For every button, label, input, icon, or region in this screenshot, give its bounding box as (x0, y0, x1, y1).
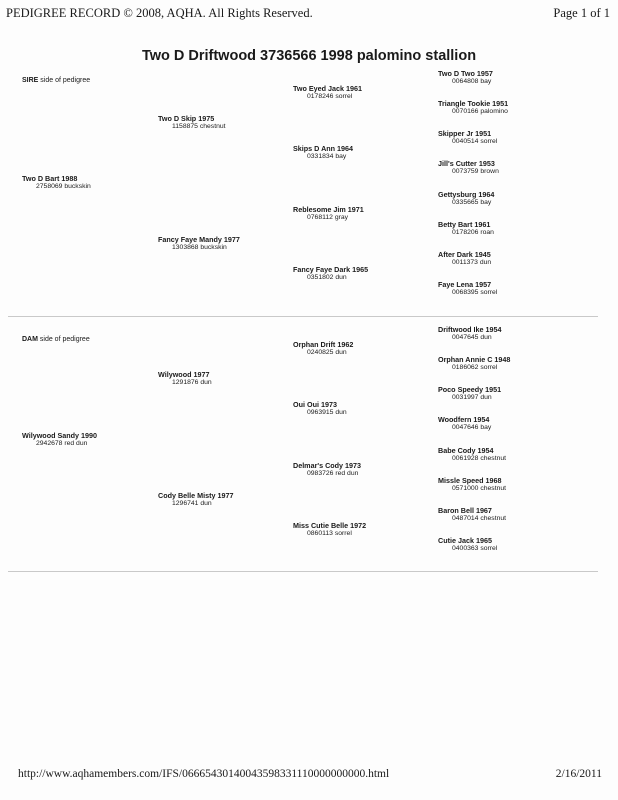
horse-detail: 0070166 palomino (452, 108, 508, 115)
section-divider-bottom (8, 571, 598, 572)
horse-name: Fancy Faye Mandy 1977 (158, 235, 240, 244)
gen4-horse (438, 220, 494, 237)
horse-name: Two Eyed Jack 1961 (293, 84, 362, 93)
horse-name: Faye Lena 1957 (438, 280, 492, 289)
section-divider (8, 316, 598, 317)
horse-name: Miss Cutie Belle 1972 (293, 521, 367, 530)
sire-sire-horse (158, 114, 226, 131)
horse-detail: 0351802 dun (307, 274, 347, 281)
horse-detail: 0178246 sorrel (307, 93, 353, 100)
sire-horse (22, 174, 91, 191)
horse-detail: 0064808 bay (452, 78, 492, 85)
horse-detail: 0400363 sorrel (452, 545, 498, 552)
horse-name: Two D Skip 1975 (158, 114, 215, 123)
horse-detail: 0073759 brown (452, 168, 499, 175)
gen3-horse (293, 265, 368, 282)
horse-name: Baron Bell 1967 (438, 506, 492, 515)
gen4-horse (438, 355, 510, 372)
horse-name: Wilywood 1977 (158, 370, 210, 379)
horse-detail: 0186062 sorrel (452, 364, 498, 371)
horse-name: Gettysburg 1964 (438, 190, 495, 199)
horse-name: Skips D Ann 1964 (293, 144, 354, 153)
horse-name: Triangle Tookie 1951 (438, 99, 509, 108)
horse-name: Orphan Annie C 1948 (438, 355, 511, 364)
horse-name: Delmar's Cody 1973 (293, 461, 362, 470)
gen4-horse (438, 99, 508, 116)
gen4-horse (438, 190, 494, 207)
horse-detail: 0768112 gray (307, 214, 349, 221)
horse-detail: 0860113 sorrel (307, 530, 352, 537)
horse-detail: 0240825 dun (307, 349, 347, 356)
horse-name: Skipper Jr 1951 (438, 129, 492, 138)
dam-sire-horse (158, 370, 212, 387)
gen4-horse (438, 69, 493, 86)
horse-detail: 0047646 bay (452, 424, 492, 431)
dam-side-label (22, 336, 90, 343)
gen3-horse (293, 205, 364, 222)
gen4-horse (438, 476, 506, 493)
gen4-horse (438, 506, 506, 523)
horse-detail: 2758069 buckskin (36, 183, 91, 190)
dam-label-bold: DAM (22, 336, 38, 343)
gen4-horse (438, 536, 497, 553)
gen4-horse (438, 325, 502, 342)
horse-detail: 0040514 sorrel (452, 138, 498, 145)
dam-horse (22, 431, 97, 448)
copyright-header: PEDIGREE RECORD © 2008, AQHA. All Rights Reserved. (6, 6, 313, 20)
horse-detail: 1303868 buckskin (172, 244, 227, 251)
horse-name: Fancy Faye Dark 1965 (293, 265, 369, 274)
horse-name: Betty Bart 1961 (438, 220, 491, 229)
horse-detail: 0031997 dun (452, 394, 492, 401)
horse-detail: 1291876 dun (172, 379, 212, 386)
horse-name: Two D Two 1957 (438, 69, 493, 78)
gen3-horse (293, 400, 347, 417)
gen3-horse (293, 461, 361, 478)
horse-name: Orphan Drift 1962 (293, 340, 354, 349)
sire-label-bold: SIRE (22, 77, 39, 84)
horse-name: Wilywood Sandy 1990 (22, 431, 98, 440)
sire-label-rest: side of pedigree (38, 77, 91, 84)
horse-detail: 1296741 dun (172, 500, 212, 507)
horse-name: Missle Speed 1968 (438, 476, 502, 485)
horse-detail: 0178206 roan (452, 229, 494, 236)
gen4-horse (438, 415, 491, 432)
gen4-horse (438, 129, 497, 146)
sire-dam-horse (158, 235, 240, 252)
horse-name: After Dark 1945 (438, 250, 491, 259)
horse-name: Poco Speedy 1951 (438, 385, 502, 394)
gen4-horse (438, 280, 497, 297)
dam-dam-horse (158, 491, 234, 508)
horse-name: Cutie Jack 1965 (438, 536, 492, 545)
horse-name: Two D Bart 1988 (22, 174, 78, 183)
horse-name: Driftwood Ike 1954 (438, 325, 502, 334)
page-number: Page 1 of 1 (553, 6, 610, 20)
horse-name: Cody Belle Misty 1977 (158, 491, 234, 500)
horse-name: Woodfern 1954 (438, 415, 490, 424)
horse-detail: 0047645 dun (452, 334, 492, 341)
horse-detail: 0068395 sorrel (452, 289, 498, 296)
horse-name: Oui Oui 1973 (293, 400, 337, 409)
gen4-horse (438, 250, 491, 267)
horse-detail: 0983726 red dun (307, 470, 359, 477)
horse-detail: 1158875 chestnut (172, 123, 226, 130)
sire-side-label (22, 77, 90, 84)
page-title: Two D Driftwood 3736566 1998 palomino stallion (141, 48, 477, 64)
footer-date: 2/16/2011 (555, 768, 602, 780)
horse-name: Jill's Cutter 1953 (438, 159, 495, 168)
gen4-horse (438, 446, 506, 463)
horse-detail: 0335665 bay (452, 199, 492, 206)
gen3-horse (293, 340, 353, 357)
horse-detail: 0331834 bay (307, 153, 347, 160)
footer-url: http://www.aqhamembers.com/IFS/06665430140043598331110000000000.html (18, 768, 390, 780)
horse-detail: 2942678 red dun (36, 440, 88, 447)
gen4-horse (438, 385, 501, 402)
gen3-horse (293, 521, 366, 538)
horse-detail: 0571000 chestnut (452, 485, 507, 492)
gen4-horse (438, 159, 499, 176)
gen3-horse (293, 144, 353, 161)
horse-name: Babe Cody 1954 (438, 446, 494, 455)
horse-detail: 0963915 dun (307, 409, 347, 416)
dam-label-rest: side of pedigree (37, 336, 90, 343)
gen3-horse (293, 84, 362, 101)
horse-name: Reblesome Jim 1971 (293, 205, 364, 214)
horse-detail: 0011373 dun (452, 259, 492, 266)
horse-detail: 0487014 chestnut (452, 515, 507, 522)
horse-detail: 0061928 chestnut (452, 455, 507, 462)
